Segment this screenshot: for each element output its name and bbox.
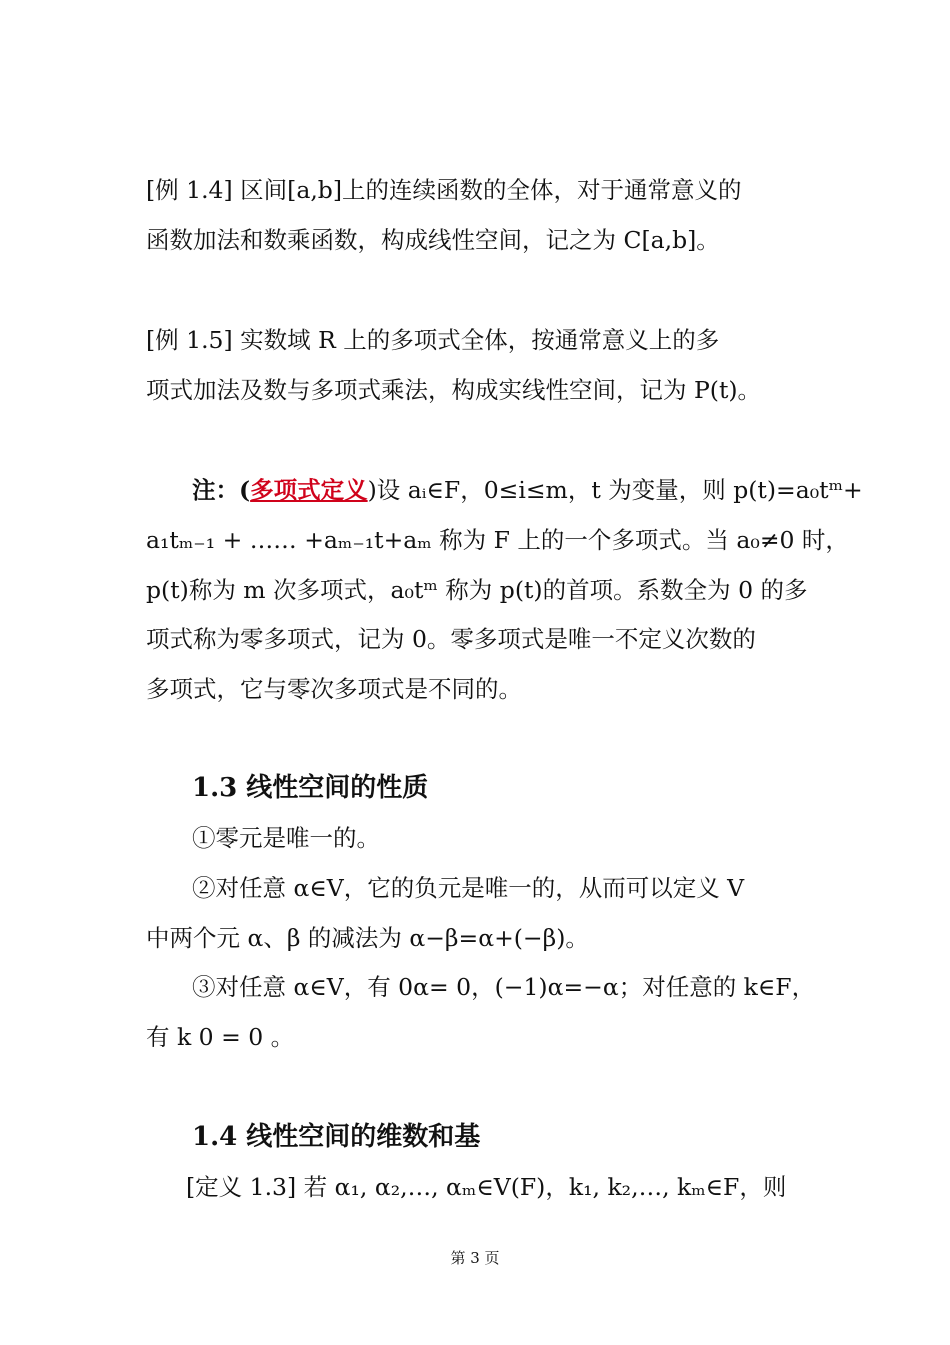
note-line-5: 多项式，它与零次多项式是不同的。: [146, 675, 522, 703]
note-line-3: p(t)称为 m 次多项式，a₀tᵐ 称为 p(t)的首项。系数全为 0 的多: [146, 576, 808, 604]
property-3-line-2: 有 k 0 = 0 。: [146, 1023, 295, 1051]
note-line-4: 项式称为零多项式，记为 0。零多项式是唯一不定义次数的: [146, 625, 756, 653]
property-1: ①零元是唯一的。: [192, 824, 380, 852]
example-1-4-line-1: [例 1.4] 区间[a,b]上的连续函数的全体，对于通常意义的: [146, 176, 742, 204]
property-3-line-1: ③对任意 α∈V，有 0α= 0，(−1)α=−α；对任意的 k∈F，: [192, 973, 816, 1001]
section-1-3-heading: 1.3 线性空间的性质: [192, 773, 429, 803]
property-2-line-1: ②对任意 α∈V，它的负元是唯一的，从而可以定义 V: [192, 874, 745, 902]
section-1-4-heading: 1.4 线性空间的维数和基: [192, 1122, 481, 1152]
polynomial-definition-link[interactable]: 多项式定义: [250, 476, 368, 504]
example-1-5-line-2: 项式加法及数与多项式乘法，构成实线性空间，记为 P(t)。: [146, 376, 762, 404]
example-1-4-line-2: 函数加法和数乘函数，构成线性空间，记之为 C[a,b]。: [146, 226, 720, 254]
example-1-5-line-1: [例 1.5] 实数域 R 上的多项式全体，按通常意义上的多: [146, 326, 720, 354]
note-label: 注：(: [192, 476, 251, 504]
note-line-1: [192, 473, 863, 507]
definition-1-3-line: [定义 1.3] 若 α₁, α₂,…, αₘ∈V(F)，k₁, k₂,…, kₘ∈F，则: [186, 1173, 787, 1201]
note-line-2: a₁tₘ₋₁ + …… +aₘ₋₁t+aₘ 称为 F 上的一个多项式。当 a₀≠0 时，: [146, 526, 849, 554]
note-line-1-rest: )设 aᵢ∈F，0≤i≤m，t 为变量，则 p(t)=a₀tᵐ+: [367, 476, 863, 504]
page-number: 第 3 页: [450, 1249, 500, 1267]
property-2-line-2: 中两个元 α、β 的减法为 α−β=α+(−β)。: [146, 924, 589, 952]
